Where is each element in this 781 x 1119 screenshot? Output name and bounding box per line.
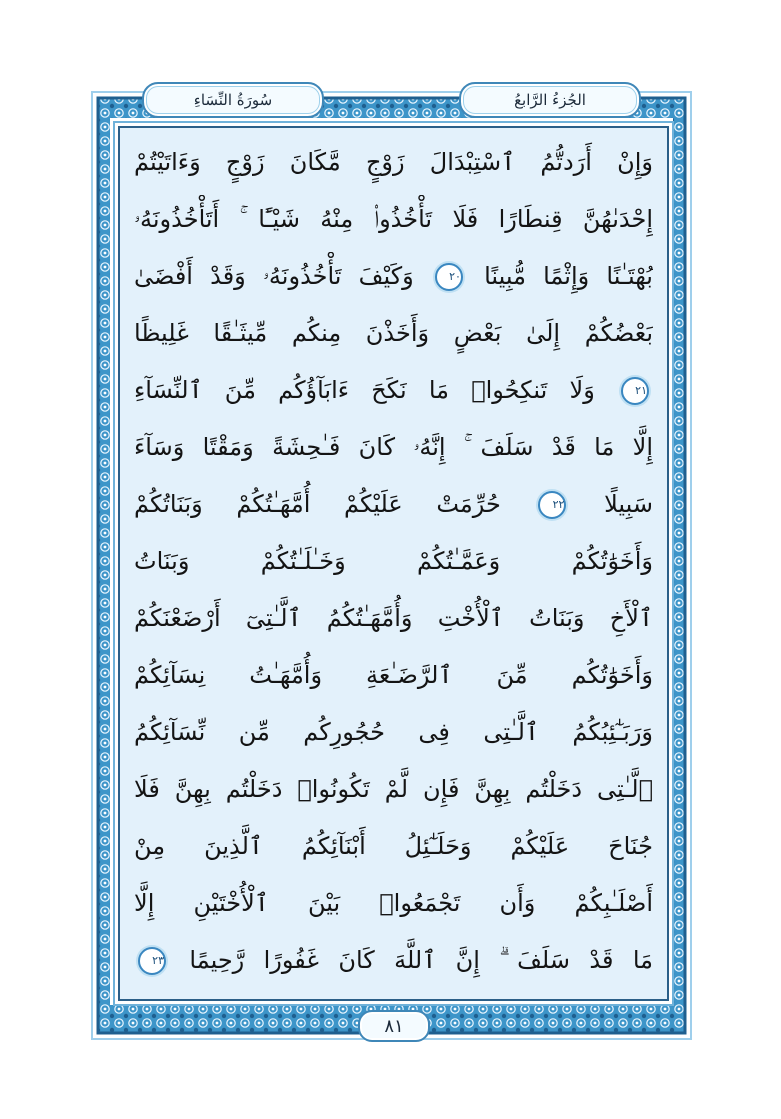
text-line-5 [134,366,653,414]
verse-text: حُرِّمَتْ عَلَيْكُمْ أُمَّهَـٰتُكُمْ وَبَنَاتُكُمْ [134,490,501,518]
verse-text: وَأَخَوَٰتُكُم مِّنَ ٱلرَّضَـٰعَةِ وَأُمَّهَـٰتُ نِسَآئِكُمْ [134,661,653,689]
verse-text: سَبِيلًا [604,490,653,518]
verse-text: وَكَيْفَ تَأْخُذُونَهُۥ وَقَدْ أَفْضَىٰ [134,262,414,290]
mushaf-page [84,78,699,1047]
text-line-7 [134,480,653,528]
text-line-11 [134,708,653,756]
quran-text-area [118,126,669,1001]
juz-name-box [459,82,641,118]
text-line-9 [134,594,653,642]
text-line-12 [134,765,653,813]
text-line-14 [134,879,653,927]
text-line-2 [134,195,653,243]
verse-text: مَا قَدْ سَلَفَ ۗ إِنَّ ٱللَّهَ كَانَ غَفُورًا رَّحِيمًا [189,946,653,974]
text-line-8 [134,537,653,585]
verse-text: وَرَبَـٰٓئِبُكُمُ ٱلَّـٰتِى فِى حُجُورِكُم مِّن نِّسَآئِكُمُ [134,718,653,746]
text-line-13 [134,822,653,870]
text-line-10 [134,651,653,699]
text-line-3 [134,252,653,300]
verse-text: وَأَخَوَٰتُكُمْ وَعَمَّـٰتُكُمْ وَخَـٰلَـٰتُكُمْ وَبَنَاتُ [134,547,653,575]
verse-text: جُنَاحَ عَلَيْكُمْ وَحَلَـٰٓئِلُ أَبْنَآئِكُمُ ٱلَّذِينَ مِنْ [134,832,653,860]
verse-text: بَعْضُكُمْ إِلَىٰ بَعْضٍ وَأَخَذْنَ مِنكُم مِّيثَـٰقًا غَلِيظًا [134,319,653,347]
verse-text: بُهْتَـٰنًا وَإِثْمًا مُّبِينًا [484,262,653,290]
verse-text: ٱلَّـٰتِى دَخَلْتُم بِهِنَّ فَإِن لَّمْ تَكُونُوا۟ دَخَلْتُم بِهِنَّ فَلَا [134,775,653,803]
verse-text: أَصْلَـٰبِكُمْ وَأَن تَجْمَعُوا۟ بَيْنَ ٱلْأُخْتَيْنِ إِلَّا [134,889,653,917]
ayah-number-marker: ٢١ [621,377,649,405]
verse-text: إِحْدَىٰهُنَّ قِنطَارًا فَلَا تَأْخُذُوا۟ مِنْهُ شَيْـًٔا ۚ أَتَأْخُذُونَهُۥ [134,205,653,233]
text-line-4 [134,309,653,357]
verse-text: ٱلْأَخِ وَبَنَاتُ ٱلْأُخْتِ وَأُمَّهَـٰتُكُمُ ٱلَّـٰتِىٓ أَرْضَعْنَكُمْ [134,604,653,632]
verse-text: وَإِنْ أَرَدتُّمُ ٱسْتِبْدَالَ زَوْجٍ مَّكَانَ زَوْجٍ وَءَاتَيْتُمْ [134,148,653,176]
page-number: ٨١ [384,1015,404,1037]
verse-text: إِلَّا مَا قَدْ سَلَفَ ۚ إِنَّهُۥ كَانَ فَـٰحِشَةً وَمَقْتًا وَسَآءَ [134,433,653,461]
ayah-number-marker: ٢٠ [435,263,463,291]
verse-text: وَلَا تَنكِحُوا۟ مَا نَكَحَ ءَابَآؤُكُم مِّنَ ٱلنِّسَآءِ [134,376,595,404]
text-line-1 [134,138,653,186]
surah-name: سُورَةُ النِّسَاءِ [193,91,273,109]
juz-name: الجُزءُ الرَّابعُ [514,91,586,109]
ayah-number-marker: ٢٢ [538,491,566,519]
ayah-number-marker: ٢٣ [138,947,166,975]
page-number-box [358,1010,430,1042]
text-line-6 [134,423,653,471]
surah-name-box [142,82,324,118]
text-line-15 [134,936,653,984]
